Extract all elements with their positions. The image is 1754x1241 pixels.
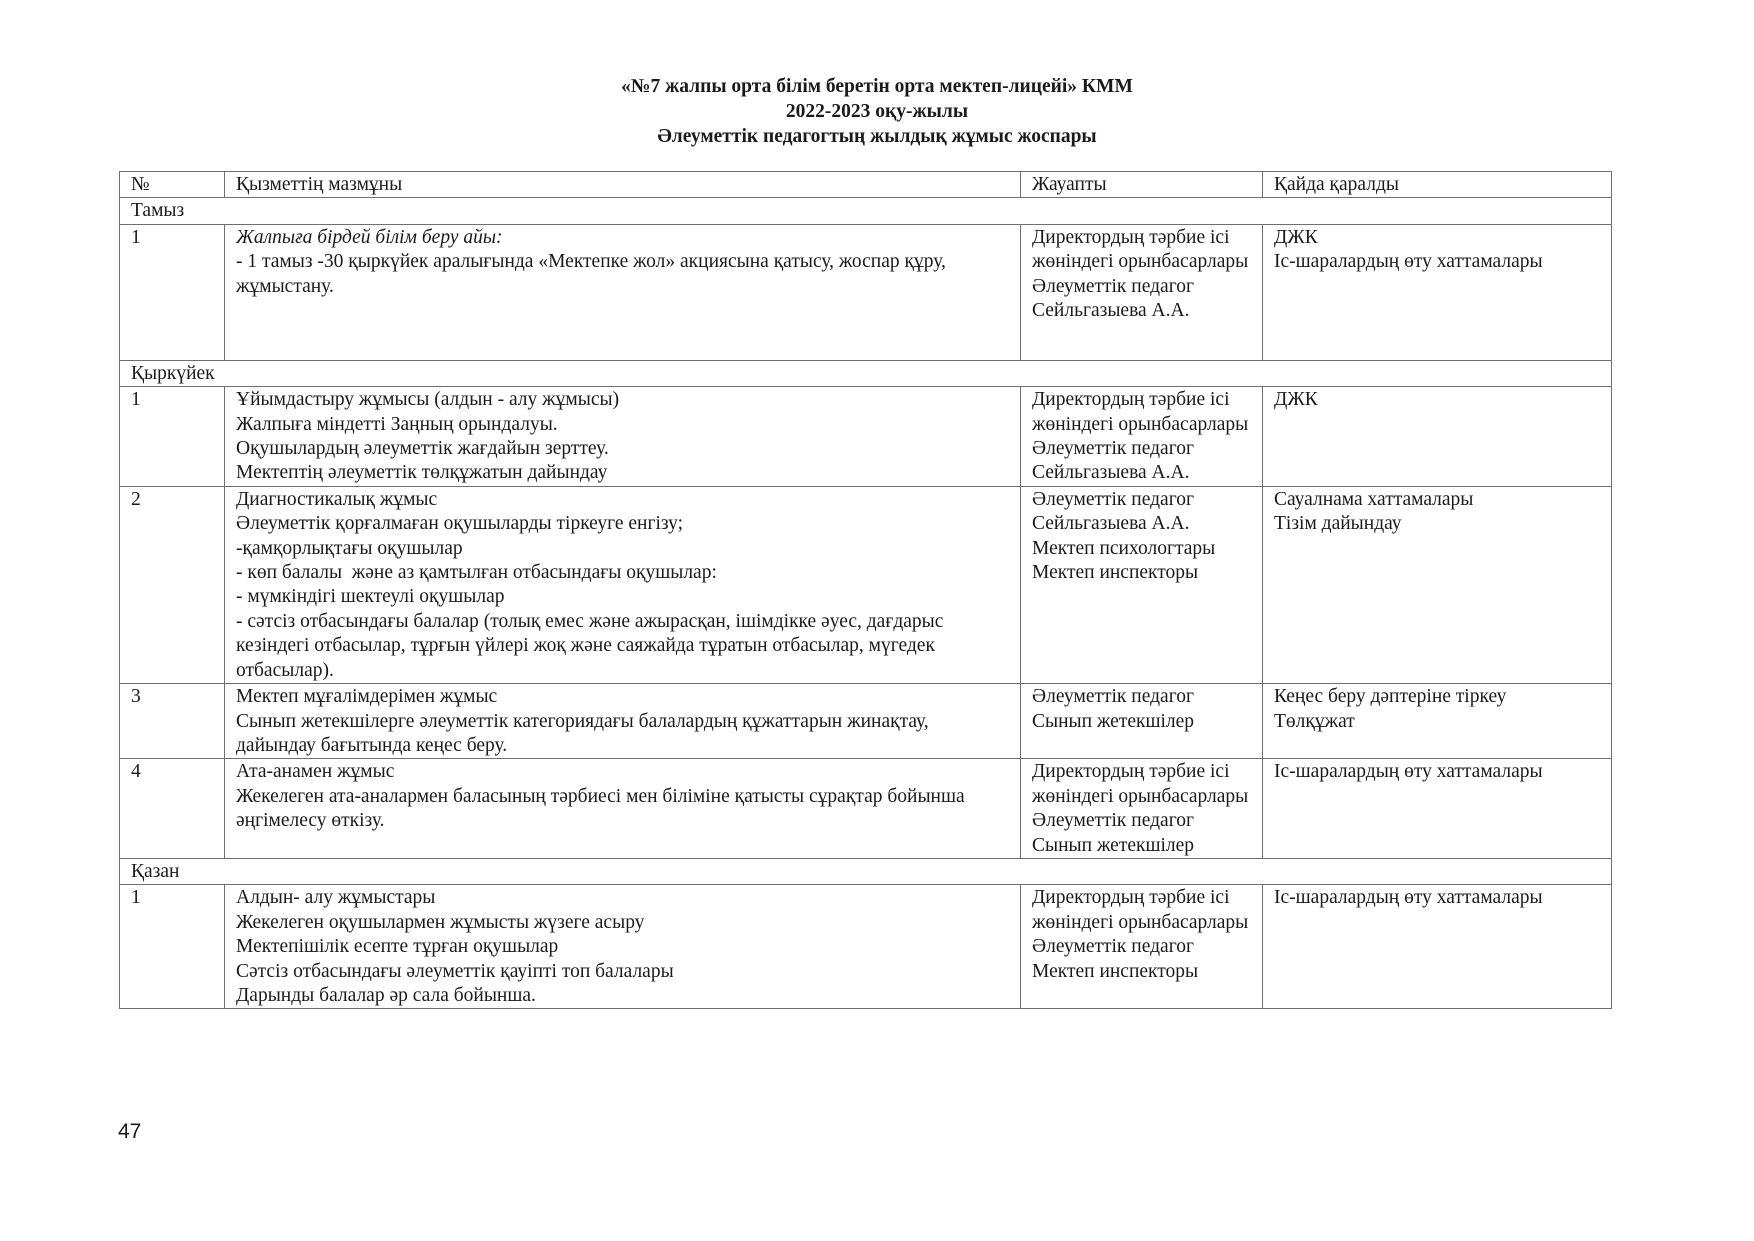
content-line: - сәтсіз отбасындағы балалар (толық емес және ажырасқан, ішімдікке әуес, дағдарыс кезіндегі отбасылар, тұрғын үйлері жоқ және саяжайда тұратын отбасылар, мүгедек отбасылар). <box>236 610 949 681</box>
work-plan-table <box>119 171 1612 1009</box>
responsible-line: Сейльгазыева А.А. <box>1032 462 1190 484</box>
row-content <box>225 486 1021 683</box>
responsible-line: Мектеп психологтары <box>1032 537 1216 559</box>
reviewed-line: ДЖК <box>1274 226 1318 248</box>
reviewed-line: Кеңес беру дәптеріне тіркеу <box>1274 686 1507 708</box>
month-label: Қазан <box>120 858 1612 884</box>
reviewed-line: Төлқұжат <box>1274 710 1355 732</box>
page-number: 47 <box>118 1120 142 1143</box>
row-number: 1 <box>120 885 225 1009</box>
reviewed-line: Тізім дайындау <box>1274 513 1402 535</box>
content-line: Ұйымдастыру жұмысы (алдын - алу жұмысы) <box>236 389 620 411</box>
responsible-line: Сейльгазыева А.А. <box>1032 300 1190 322</box>
table-row <box>120 486 1612 683</box>
table-header-row <box>120 172 1612 198</box>
content-line: Оқушылардың әлеуметтік жағдайын зерттеу. <box>236 438 609 460</box>
responsible-line: Әлеуметтік педагог <box>1032 936 1194 958</box>
row-content <box>225 885 1021 1009</box>
table-row <box>120 684 1612 759</box>
row-number: 4 <box>120 759 225 859</box>
content-line: Жекелеген оқушылармен жұмысты жүзеге асыру <box>236 911 645 933</box>
header-reviewed: Қайда қаралды <box>1263 172 1612 198</box>
content-line: - 1 тамыз -30 қыркүйек аралығында «Мектепке жол» акциясына қатысу, жоспар құру, жұмыстану. <box>236 251 951 297</box>
month-row <box>120 858 1612 884</box>
content-line: Әлеуметтік қорғалмаған оқушыларды тіркеуге енгізу; <box>236 513 684 535</box>
row-responsible <box>1021 759 1263 859</box>
row-responsible <box>1021 684 1263 759</box>
row-reviewed <box>1263 684 1612 759</box>
row-content <box>225 224 1021 360</box>
row-responsible <box>1021 885 1263 1009</box>
content-line: Жекелеген ата-аналармен баласының тәрбиесі мен біліміне қатысты сұрақтар бойынша әңгімелесу өткізу. <box>236 785 970 832</box>
month-row <box>120 198 1612 224</box>
row-number: 1 <box>120 387 225 487</box>
responsible-line: Директордың тәрбие ісі жөніндегі орынбасарлары <box>1032 389 1249 435</box>
responsible-line: Сейльгазыева А.А. <box>1032 513 1190 535</box>
reviewed-line: Іс-шаралардың өту хаттамалары <box>1274 251 1543 273</box>
content-line: Алдын- алу жұмыстары <box>236 887 436 909</box>
month-label: Тамыз <box>120 198 1612 224</box>
row-reviewed <box>1263 224 1612 360</box>
content-line: Мектептің әлеуметтік төлқұжатын дайындау <box>236 462 608 484</box>
content-line: Жалпыға міндетті Заңның орындалуы. <box>236 413 558 435</box>
row-content <box>225 684 1021 759</box>
table-row <box>120 759 1612 859</box>
content-line: Сәтсіз отбасындағы әлеуметтік қауіпті топ балалары <box>236 960 674 982</box>
plan-title: Әлеуметтік педагогтың жылдық жұмыс жоспары <box>657 126 1097 147</box>
row-responsible <box>1021 224 1263 360</box>
content-line: Сынып жетекшілерге әлеуметтік категориядағы балалардың құжаттарын жинақтау, дайындау бағытында кеңес беру. <box>236 710 934 756</box>
month-label: Қыркүйек <box>120 360 1612 386</box>
reviewed-line: Іс-шаралардың өту хаттамалары <box>1274 761 1543 783</box>
row-reviewed <box>1263 759 1612 859</box>
responsible-line: Директордың тәрбие ісі жөніндегі орынбасарлары <box>1032 761 1249 807</box>
reviewed-line: Сауалнама хаттамалары <box>1274 488 1474 510</box>
row-content <box>225 759 1021 859</box>
responsible-line: Әлеуметтік педагог <box>1032 810 1194 832</box>
row-number: 1 <box>120 224 225 360</box>
reviewed-line: ДЖК <box>1274 389 1318 411</box>
row-responsible <box>1021 486 1263 683</box>
responsible-line: Мектеп инспекторы <box>1032 562 1199 584</box>
content-line: Мектепішілік есепте тұрған оқушылар <box>236 936 559 958</box>
responsible-line: Сынып жетекшілер <box>1032 710 1195 732</box>
row-reviewed <box>1263 387 1612 487</box>
row-number: 3 <box>120 684 225 759</box>
row-reviewed <box>1263 885 1612 1009</box>
table-row <box>120 224 1612 360</box>
row-responsible <box>1021 387 1263 487</box>
responsible-line: Сынып жетекшілер <box>1032 834 1195 856</box>
content-title: Жалпыға бірдей білім беру айы: <box>236 226 503 248</box>
month-row <box>120 360 1612 386</box>
row-number: 2 <box>120 486 225 683</box>
row-reviewed <box>1263 486 1612 683</box>
academic-year: 2022-2023 оқу-жылы <box>785 101 969 122</box>
responsible-line: Директордың тәрбие ісі жөніндегі орынбасарлары <box>1032 226 1249 273</box>
school-name: «№7 жалпы орта білім беретін орта мектеп-лицейі» КММ <box>621 76 1133 97</box>
content-line: Дарынды балалар әр сала бойынша. <box>236 984 536 1006</box>
table-row <box>120 885 1612 1009</box>
content-line: - көп балалы және аз қамтылған отбасындағы оқушылар: <box>236 562 717 584</box>
responsible-line: Әлеуметтік педагог <box>1032 438 1194 460</box>
document-heading <box>0 74 1754 149</box>
header-content: Қызметтің мазмұны <box>225 172 1021 198</box>
row-content <box>225 387 1021 487</box>
content-line: -қамқорлықтағы оқушылар <box>236 537 463 559</box>
responsible-line: Әлеуметтік педагог <box>1032 488 1194 510</box>
content-line: Мектеп мұғалімдерімен жұмыс <box>236 686 498 708</box>
responsible-line: Мектеп инспекторы <box>1032 960 1199 982</box>
header-responsible: Жауапты <box>1021 172 1263 198</box>
table-row <box>120 387 1612 487</box>
content-line: - мүмкіндігі шектеулі оқушылар <box>236 586 505 608</box>
content-line: Ата-анамен жұмыс <box>236 761 395 783</box>
content-line: Диагностикалық жұмыс <box>236 488 438 510</box>
responsible-line: Әлеуметтік педагог <box>1032 686 1194 708</box>
responsible-line: Директордың тәрбие ісі жөніндегі орынбасарлары <box>1032 887 1249 933</box>
header-number: № <box>120 172 225 198</box>
responsible-line: Әлеуметтік педагог <box>1032 275 1194 297</box>
reviewed-line: Іс-шаралардың өту хаттамалары <box>1274 887 1543 909</box>
